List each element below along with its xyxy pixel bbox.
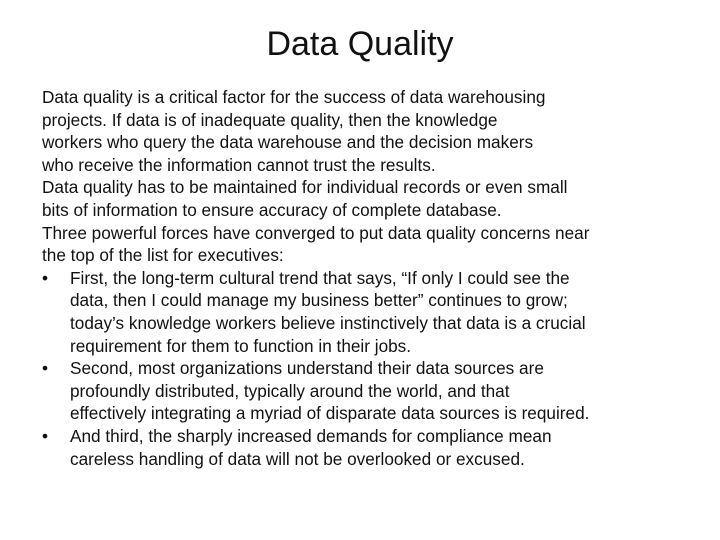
- bullet-line: First, the long-term cultural trend that says, “If only I could see the: [70, 267, 570, 288]
- bullet-line: effectively integrating a myriad of disparate data sources is required.: [70, 403, 590, 424]
- bullet-line: profoundly distributed, typically around the world, and that: [70, 380, 510, 401]
- paragraph-line: Three powerful forces have converged to put data quality concerns near: [42, 222, 590, 243]
- bullet-item-second: [42, 357, 682, 425]
- bullet-marker: •: [42, 425, 49, 446]
- paragraph-line: workers who query the data warehouse and the decision makers: [42, 132, 534, 153]
- paragraph-line: the top of the list for executives:: [42, 245, 284, 266]
- paragraph-forces: [42, 222, 682, 267]
- bullet-marker: •: [42, 358, 49, 379]
- paragraph-line: Data quality has to be maintained for individual records or even small: [42, 177, 568, 198]
- paragraph-line: bits of information to ensure accuracy of complete database.: [42, 199, 502, 220]
- slide-body: [42, 86, 682, 470]
- bullet-line: requirement for them to function in their jobs.: [70, 335, 412, 356]
- bullet-line: And third, the sharply increased demands for compliance mean: [70, 425, 552, 446]
- paragraph-maintenance: [42, 176, 682, 221]
- bullet-line: data, then I could manage my business better” continues to grow;: [70, 290, 568, 311]
- paragraph-line: projects. If data is of inadequate quality, then the knowledge: [42, 109, 498, 130]
- paragraph-line: Data quality is a critical factor for the success of data warehousing: [42, 87, 546, 107]
- bullet-line: Second, most organizations understand their data sources are: [70, 358, 544, 379]
- bullet-marker: •: [42, 267, 49, 288]
- bullet-line: careless handling of data will not be overlooked or excused.: [70, 448, 525, 469]
- paragraph-definition: [42, 86, 682, 176]
- paragraph-line: who receive the information cannot trust the results.: [42, 154, 436, 175]
- bullet-line: today’s knowledge workers believe instinctively that data is a crucial: [70, 312, 586, 333]
- bullet-item-third: [42, 425, 682, 470]
- bullet-item-first: [42, 267, 682, 357]
- slide-title: Data Quality: [266, 25, 454, 63]
